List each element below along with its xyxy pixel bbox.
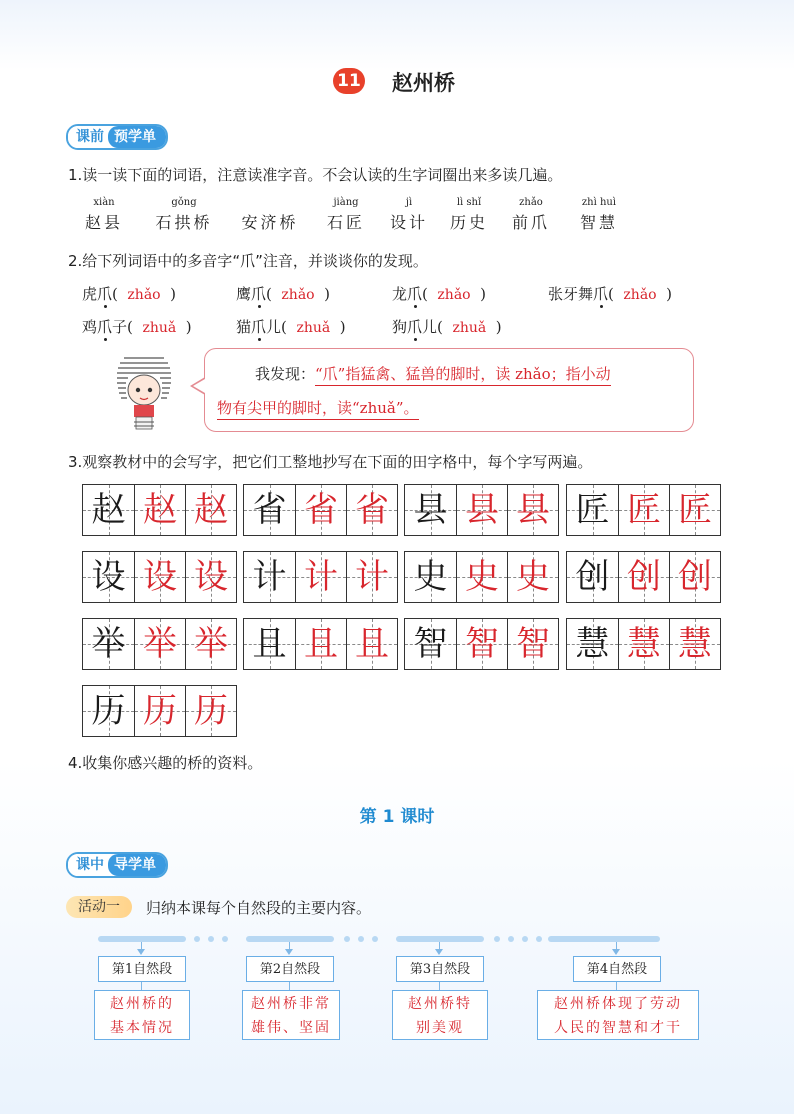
model-character: 智	[413, 624, 448, 664]
tianzi-cell	[295, 552, 346, 602]
paragraph-label: 第1自然段	[98, 956, 186, 982]
word: 赵县	[84, 213, 123, 232]
tianzi-grid-set	[404, 484, 559, 536]
tianzi-cell	[567, 485, 618, 535]
timeline-dot	[372, 936, 378, 942]
tianzi-grid-set	[243, 618, 398, 670]
tag-guide-sheet: 导学单	[108, 854, 166, 876]
answer: zhǎo	[281, 287, 315, 303]
word: 石拱桥	[155, 213, 213, 232]
pinyin: lì shǐ	[456, 197, 482, 208]
tianzi-grid-set	[404, 618, 559, 670]
word: 历史	[449, 213, 488, 232]
timeline-dot	[494, 936, 500, 942]
girl-avatar	[114, 348, 186, 434]
tag-in-class: 课中	[68, 854, 108, 876]
paragraph-summary: 赵州桥的 基本情况	[94, 990, 190, 1040]
pinyin: gǒng	[171, 197, 197, 208]
tianzi-cell	[185, 485, 236, 535]
connector	[439, 982, 440, 990]
timeline-dot	[344, 936, 350, 942]
arrow-down-icon	[435, 949, 443, 955]
tianzi-cell	[669, 619, 720, 669]
polyphonic-item: 狗爪儿( zhuǎ )	[392, 318, 502, 336]
copied-character: 史	[465, 557, 499, 597]
answer: zhǎo	[437, 287, 471, 303]
tianzi-cell	[618, 485, 669, 535]
question-2: 2.给下列词语中的多音字“爪”注音，并谈谈你的发现。	[68, 252, 428, 270]
answer: zhǎo	[623, 287, 657, 303]
arrow-down-icon	[137, 949, 145, 955]
model-character: 慧	[575, 624, 610, 664]
polyphonic-item: 鹰爪( zhǎo )	[236, 285, 330, 303]
tianzi-cell	[185, 686, 236, 736]
tianzi-grid-set	[566, 484, 721, 536]
timeline-dot	[508, 936, 514, 942]
pinyin-word	[386, 196, 432, 233]
section-heading: 第 1 课时	[359, 807, 435, 827]
tianzi-cell	[618, 552, 669, 602]
tianzi-cell	[134, 686, 185, 736]
model-character: 历	[91, 691, 126, 731]
copied-character: 设	[194, 557, 228, 597]
pinyin-word	[318, 196, 374, 233]
answer: zhǎo	[127, 287, 161, 303]
answer: zhuǎ	[452, 320, 487, 336]
paragraph-label: 第3自然段	[396, 956, 484, 982]
discovery-bubble	[204, 348, 694, 432]
copied-character: 省	[304, 490, 338, 530]
copied-character: 计	[304, 557, 338, 597]
tianzi-cell	[405, 552, 456, 602]
copied-character: 史	[516, 557, 550, 597]
copied-character: 且	[355, 624, 389, 664]
tianzi-cell	[507, 552, 558, 602]
discovery-line-1: “爪”指猛禽、猛兽的脚时，读 zhǎo；指小动	[315, 365, 611, 386]
tag-preview-sheet: 预学单	[108, 126, 166, 148]
copied-character: 举	[194, 624, 228, 664]
tianzi-cell	[83, 619, 134, 669]
paragraph-label: 第4自然段	[573, 956, 661, 982]
copied-character: 县	[516, 490, 550, 530]
copied-character: 智	[516, 624, 550, 664]
copied-character: 计	[355, 557, 389, 597]
model-character: 举	[91, 624, 126, 664]
copied-character: 创	[627, 557, 661, 597]
activity-badge: 活动一	[66, 896, 132, 918]
tianzi-cell	[405, 619, 456, 669]
arrow-down-icon	[285, 949, 293, 955]
tianzi-cell	[567, 619, 618, 669]
connector	[141, 982, 142, 990]
timeline-dot	[208, 936, 214, 942]
copied-character: 历	[143, 691, 177, 731]
model-character: 省	[252, 490, 287, 530]
answer: zhuǎ	[142, 320, 177, 336]
arrow-down-icon	[612, 949, 620, 955]
paragraph-summary: 赵州桥非常 雄伟、坚固	[242, 990, 340, 1040]
pinyin-word	[504, 196, 558, 233]
paragraph-summary: 赵州桥特 别美观	[392, 990, 488, 1040]
model-character: 史	[413, 557, 448, 597]
pinyin-word	[144, 196, 224, 233]
word: 智慧	[579, 213, 618, 232]
model-character: 创	[575, 557, 610, 597]
paragraph-label: 第2自然段	[246, 956, 334, 982]
tianzi-cell	[346, 552, 397, 602]
timeline-dot	[358, 936, 364, 942]
pinyin: jiàng	[333, 197, 359, 208]
paragraph-summary: 赵州桥体现了劳动 人民的智慧和才干	[537, 990, 699, 1040]
timeline-track	[246, 936, 334, 942]
tianzi-cell	[185, 552, 236, 602]
copied-character: 历	[194, 691, 228, 731]
tianzi-cell	[83, 485, 134, 535]
pinyin: zhì huì	[581, 197, 617, 208]
copied-character: 省	[355, 490, 389, 530]
question-4: 4.收集你感兴趣的桥的资料。	[68, 754, 263, 772]
tianzi-cell	[83, 686, 134, 736]
tianzi-cell	[507, 619, 558, 669]
tianzi-cell	[244, 552, 295, 602]
copied-character: 赵	[143, 490, 177, 530]
model-character: 计	[252, 557, 287, 597]
question-1: 1.读一读下面的词语，注意读准字音。不会认读的生字词圈出来多读几遍。	[68, 166, 563, 184]
copied-character: 举	[143, 624, 177, 664]
tianzi-cell	[618, 619, 669, 669]
pinyin: jì	[405, 197, 413, 208]
discovery-label: 我发现：	[255, 365, 316, 383]
tianzi-cell	[83, 552, 134, 602]
copied-character: 设	[143, 557, 177, 597]
tianzi-grid-set	[243, 551, 398, 603]
connector	[289, 982, 290, 990]
bubble-tail-inner	[193, 379, 205, 393]
question-3: 3.观察教材中的会写字，把它们工整地抄写在下面的田字格中，每个字写两遍。	[68, 453, 593, 471]
lesson-title: 赵州桥	[392, 70, 455, 95]
lesson-number-badge: 11	[333, 68, 365, 94]
timeline-dot	[522, 936, 528, 942]
timeline-dot	[194, 936, 200, 942]
tianzi-cell	[456, 619, 507, 669]
tianzi-cell	[134, 552, 185, 602]
timeline-track	[98, 936, 186, 942]
tianzi-cell	[244, 619, 295, 669]
tianzi-cell	[669, 552, 720, 602]
discovery-line-2: 物有尖甲的脚时，读“zhuǎ”。	[217, 399, 419, 420]
tianzi-cell	[669, 485, 720, 535]
word: 石匠	[326, 213, 365, 232]
tianzi-grid-set	[404, 551, 559, 603]
tianzi-cell	[456, 485, 507, 535]
tianzi-grid-set	[243, 484, 398, 536]
word: 设计	[389, 213, 428, 232]
answer: zhuǎ	[296, 320, 331, 336]
copied-character: 匠	[678, 490, 712, 530]
copied-character: 县	[465, 490, 499, 530]
copied-character: 匠	[627, 490, 661, 530]
copied-character: 智	[465, 624, 499, 664]
pinyin: xiàn	[93, 197, 115, 208]
tianzi-grid-set	[82, 618, 237, 670]
timeline-track	[396, 936, 484, 942]
pinyin	[238, 196, 302, 210]
model-character: 匠	[575, 490, 610, 530]
pinyin-word	[238, 196, 302, 233]
tianzi-cell	[346, 485, 397, 535]
pinyin-word	[80, 196, 128, 233]
guide-section-tag	[66, 852, 168, 878]
timeline-track	[548, 936, 660, 942]
tag-before-class: 课前	[68, 126, 108, 148]
tianzi-cell	[456, 552, 507, 602]
copied-character: 且	[304, 624, 338, 664]
copied-character: 创	[678, 557, 712, 597]
model-character: 且	[252, 624, 287, 664]
polyphonic-item: 虎爪( zhǎo )	[82, 285, 176, 303]
copied-character: 赵	[194, 490, 228, 530]
timeline-dot	[536, 936, 542, 942]
polyphonic-item: 龙爪( zhǎo )	[392, 285, 486, 303]
tianzi-cell	[405, 485, 456, 535]
timeline-dot	[222, 936, 228, 942]
word: 安济桥	[241, 213, 299, 232]
polyphonic-item: 猫爪儿( zhuǎ )	[236, 318, 346, 336]
preview-section-tag	[66, 124, 168, 150]
tianzi-grid-set	[82, 685, 237, 737]
tianzi-grid-set	[566, 551, 721, 603]
activity-text: 归纳本课每个自然段的主要内容。	[146, 899, 372, 917]
tianzi-grid-set	[82, 484, 237, 536]
model-character: 赵	[91, 490, 126, 530]
model-character: 县	[413, 490, 448, 530]
tianzi-cell	[295, 619, 346, 669]
copied-character: 慧	[678, 624, 712, 664]
tianzi-cell	[185, 619, 236, 669]
tianzi-cell	[134, 485, 185, 535]
word: 前爪	[511, 213, 550, 232]
model-character: 设	[91, 557, 126, 597]
tianzi-grid-set	[566, 618, 721, 670]
polyphonic-item: 鸡爪子( zhuǎ )	[82, 318, 192, 336]
tianzi-cell	[244, 485, 295, 535]
pinyin-word	[442, 196, 496, 233]
tianzi-grid-set	[82, 551, 237, 603]
polyphonic-item: 张牙舞爪( zhǎo )	[548, 285, 672, 303]
tianzi-cell	[295, 485, 346, 535]
pinyin-word	[572, 196, 626, 233]
copied-character: 慧	[627, 624, 661, 664]
tianzi-cell	[567, 552, 618, 602]
tianzi-cell	[134, 619, 185, 669]
tianzi-cell	[346, 619, 397, 669]
pinyin: zhǎo	[519, 197, 543, 208]
tianzi-cell	[507, 485, 558, 535]
connector	[616, 982, 617, 990]
